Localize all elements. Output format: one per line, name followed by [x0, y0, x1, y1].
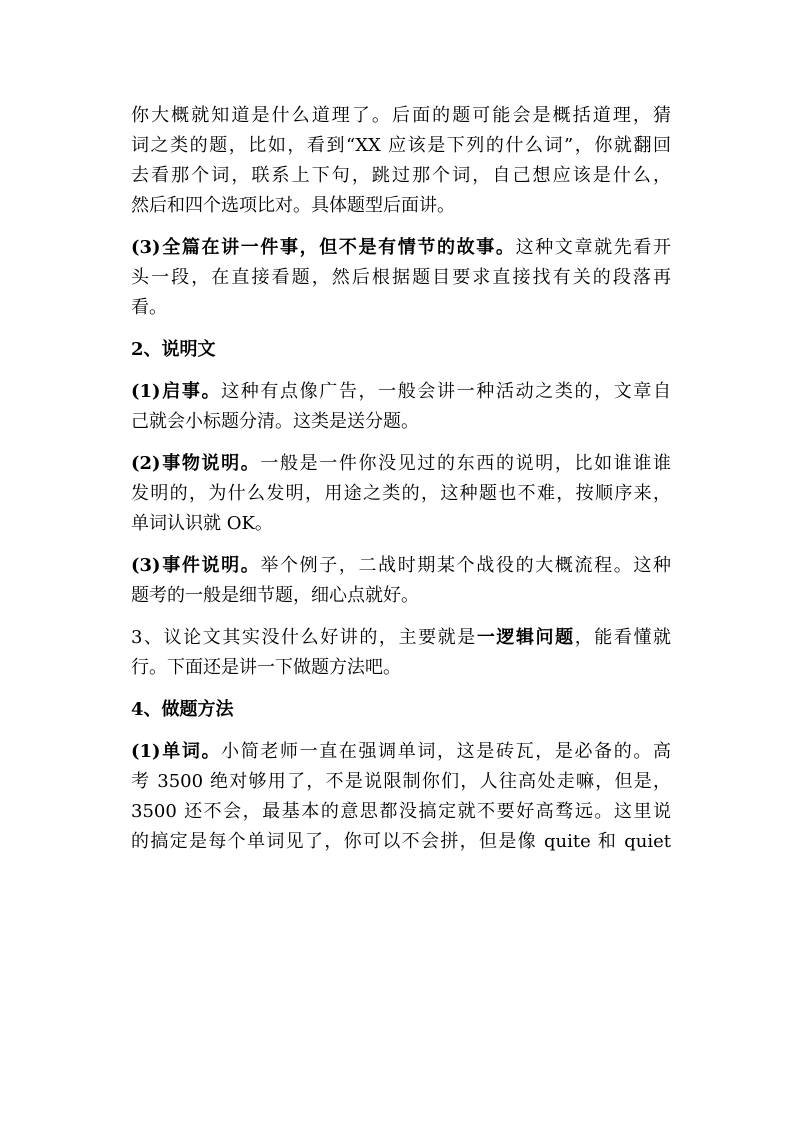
text-line: 去看那个词，联系上下句，跳过那个词，自己想应该是什么， [131, 165, 671, 186]
text-line: 你大概就知道是什么道理了。后面的题可能会是概括道理，猜 [131, 105, 671, 126]
bold-phrase: 一逻辑问题 [476, 627, 575, 648]
text-line: 单词认识就 OK。 [131, 513, 273, 534]
text-line: 行。下面还是讲一下做题方法吧。 [131, 657, 401, 678]
text-line: 的搞定是每个单词见了，你可以不会拼，但是像 quite 和 quiet [131, 831, 671, 852]
text-line: 己就会小标题分清。这类是送分题。 [131, 411, 419, 432]
text-line: 然后和四个选项比对。具体题型后面讲。 [131, 195, 455, 216]
bold-heading: (3)全篇在讲一件事，但不是有情节的故事。 [131, 237, 516, 258]
text-span: ，能看懂就 [574, 627, 672, 648]
text-line [131, 233, 671, 263]
text-line: 看。 [131, 297, 167, 318]
paragraph-object-description [131, 449, 671, 539]
text-line [131, 449, 671, 479]
text-line [131, 377, 671, 407]
paragraph-vocabulary [131, 737, 671, 857]
text-line [131, 623, 671, 653]
bold-heading: (2)事物说明。 [131, 453, 261, 474]
paragraph-reading-tips [131, 101, 671, 221]
text-line: 词之类的题，比如，看到“XX 应该是下列的什么词”，你就翻回 [131, 135, 671, 156]
paragraph-whole-event [131, 233, 671, 323]
section-heading: 4、做题方法 [131, 699, 234, 720]
text-line: 题考的一般是细节题，细心点就好。 [131, 585, 419, 606]
text-span: 3、议论文其实没什么好讲的，主要就是 [131, 627, 477, 648]
paragraph-notice [131, 377, 671, 437]
text-line [131, 737, 671, 767]
bold-heading: (1)启事。 [131, 381, 222, 402]
paragraph-event-description [131, 551, 671, 611]
text-span: 举个例子，二战时期某个战役的大概流程。这种 [260, 555, 672, 576]
section-heading-expository [131, 335, 671, 365]
text-span: 一般是一件你没见过的东西的说明，比如谁谁谁 [260, 453, 672, 474]
text-span: 这种文章就先看开 [515, 237, 672, 258]
text-line: 3500 还不会，最基本的意思都没搞定就不要好高骛远。这里说 [131, 801, 671, 822]
text-line: 发明的，为什么发明，用途之类的，这种题也不难，按顺序来， [131, 483, 671, 504]
section-heading: 2、说明文 [131, 339, 216, 360]
text-span: 这种有点像广告，一般会讲一种活动之类的，文章自 [221, 381, 671, 402]
text-line: 头一段，在直接看题，然后根据题目要求直接找有关的段落再 [131, 267, 671, 288]
bold-heading: (3)事件说明。 [131, 555, 261, 576]
document-body [131, 101, 671, 857]
bold-heading: (1)单词。 [131, 741, 222, 762]
section-heading-methods [131, 695, 671, 725]
text-span: 小简老师一直在强调单词，这是砖瓦，是必备的。高 [221, 741, 671, 762]
paragraph-argumentative [131, 623, 671, 683]
text-line [131, 551, 671, 581]
text-line: 考 3500 绝对够用了，不是说限制你们，人往高处走嘛，但是， [131, 771, 671, 792]
